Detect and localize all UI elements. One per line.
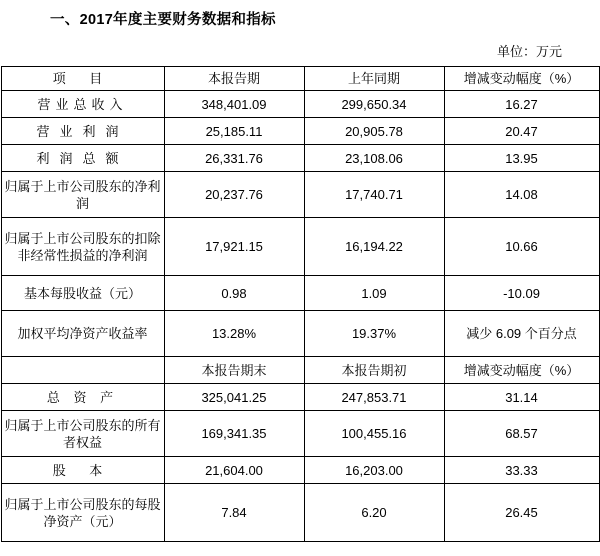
table-row xyxy=(1,91,599,118)
row-previous-value: 16,194.22 xyxy=(304,218,444,276)
row-label: 总 资 产 xyxy=(1,384,164,411)
row-previous-value: 100,455.16 xyxy=(304,411,444,457)
row-change-value: 10.66 xyxy=(444,218,599,276)
row-change-value: 减少 6.09 个百分点 xyxy=(444,311,599,357)
row-previous-value: 20,905.78 xyxy=(304,118,444,145)
row-previous-value: 17,740.71 xyxy=(304,172,444,218)
table-row xyxy=(1,218,599,276)
row-current-value: 20,237.76 xyxy=(164,172,304,218)
row-change-value: 68.57 xyxy=(444,411,599,457)
row-previous-value: 6.20 xyxy=(304,484,444,542)
row-label: 归属于上市公司股东的扣除非经常性损益的净利润 xyxy=(1,218,164,276)
row-current-value: 348,401.09 xyxy=(164,91,304,118)
row-current-value: 7.84 xyxy=(164,484,304,542)
row-change-value: 20.47 xyxy=(444,118,599,145)
column-header-item: 项 目 xyxy=(1,67,164,91)
row-current-value: 25,185.11 xyxy=(164,118,304,145)
column-header-period-end: 本报告期末 xyxy=(164,357,304,384)
column-header-change: 增减变动幅度（%） xyxy=(444,357,599,384)
row-label: 归属于上市公司股东的净利润 xyxy=(1,172,164,218)
row-current-value: 13.28% xyxy=(164,311,304,357)
row-previous-value: 247,853.71 xyxy=(304,384,444,411)
row-current-value: 0.98 xyxy=(164,276,304,311)
table-row xyxy=(1,457,599,484)
row-label: 基本每股收益（元） xyxy=(1,276,164,311)
row-label: 归属于上市公司股东的所有者权益 xyxy=(1,411,164,457)
table-row xyxy=(1,484,599,542)
row-previous-value: 16,203.00 xyxy=(304,457,444,484)
row-change-value: 31.14 xyxy=(444,384,599,411)
subheader-empty-cell xyxy=(1,357,164,384)
row-change-value: 16.27 xyxy=(444,91,599,118)
row-previous-value: 299,650.34 xyxy=(304,91,444,118)
row-label: 利润总额 xyxy=(1,145,164,172)
row-current-value: 21,604.00 xyxy=(164,457,304,484)
table-row xyxy=(1,384,599,411)
table-row xyxy=(1,276,599,311)
column-header-previous-period: 上年同期 xyxy=(304,67,444,91)
row-label: 归属于上市公司股东的每股净资产（元） xyxy=(1,484,164,542)
row-label: 股 本 xyxy=(1,457,164,484)
row-previous-value: 1.09 xyxy=(304,276,444,311)
row-previous-value: 19.37% xyxy=(304,311,444,357)
financial-summary-table xyxy=(1,66,600,542)
table-header-row xyxy=(1,67,599,91)
row-change-value: 14.08 xyxy=(444,172,599,218)
column-header-change: 增减变动幅度（%） xyxy=(444,67,599,91)
row-current-value: 325,041.25 xyxy=(164,384,304,411)
row-change-value: 13.95 xyxy=(444,145,599,172)
row-change-value: 26.45 xyxy=(444,484,599,542)
column-header-current-period: 本报告期 xyxy=(164,67,304,91)
row-label: 营业总收入 xyxy=(1,91,164,118)
row-change-value: 33.33 xyxy=(444,457,599,484)
table-row xyxy=(1,145,599,172)
table-row xyxy=(1,118,599,145)
page-title: 一、2017年度主要财务数据和指标 xyxy=(50,12,276,28)
row-label: 加权平均净资产收益率 xyxy=(1,311,164,357)
row-current-value: 169,341.35 xyxy=(164,411,304,457)
row-label: 营业利润 xyxy=(1,118,164,145)
unit-note: 单位：万元 xyxy=(496,44,562,59)
table-row xyxy=(1,311,599,357)
row-current-value: 26,331.76 xyxy=(164,145,304,172)
row-change-value: -10.09 xyxy=(444,276,599,311)
row-previous-value: 23,108.06 xyxy=(304,145,444,172)
row-current-value: 17,921.15 xyxy=(164,218,304,276)
table-row xyxy=(1,411,599,457)
table-subheader-row xyxy=(1,357,599,384)
column-header-period-begin: 本报告期初 xyxy=(304,357,444,384)
table-row xyxy=(1,172,599,218)
